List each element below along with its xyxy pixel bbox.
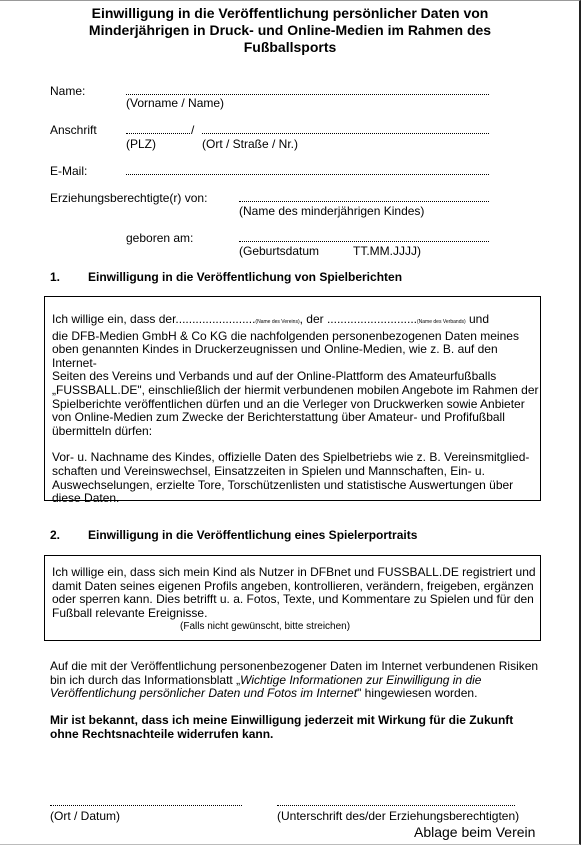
- section1-consent-line-8: übermitteln dürfen:: [52, 423, 153, 438]
- section1-consent-line-1: Ich willige ein, dass der........................(Name des Vereins), der ...........................(Name des Verbands) und: [52, 312, 490, 326]
- section1-consent-line-4: Seiten des Vereins und Verbands und auf der Online-Plattform des Amateurfußballs: [52, 369, 497, 384]
- risk-line-3: [50, 687, 550, 701]
- section1-consent-line-3: oben genannten Kindes in Druckerzeugnissen und Online-Medien, wie z. B. auf den Internet-: [52, 342, 498, 370]
- title-line-2: Minderjährigen in Druck- und Online-Medien im Rahmen des: [88, 22, 492, 38]
- plz-sub-label: (PLZ): [126, 137, 156, 151]
- consent-start: Ich willige ein, dass der: [52, 312, 176, 326]
- revoke-line-1: Mir ist bekannt, dass ich meine Einwilligung jederzeit mit Wirkung für die Zukunft: [50, 713, 514, 727]
- footer-note: Ablage beim Verein: [414, 824, 536, 840]
- section1-box: [44, 296, 541, 506]
- name-label: Name:: [50, 84, 86, 98]
- consent-der: , der: [299, 312, 324, 326]
- plz-slash: /: [191, 123, 195, 137]
- section1-consent-line-7: von Online-Medien zum Zwecke der Berichterstattung über Amateur- und Profifußball: [52, 410, 505, 425]
- document-title: [60, 5, 520, 56]
- section1-consent-line-2: die DFB-Medien GmbH & Co KG die nachfolgenden personenbezogenen Daten meines: [52, 328, 519, 343]
- address-label: Anschrift: [50, 123, 97, 137]
- revoke-paragraph: [50, 714, 550, 741]
- child-name-field[interactable]: [239, 189, 489, 202]
- risk-line-3-text: " hingewiesen worden.: [357, 686, 478, 701]
- place-date-label: (Ort / Datum): [50, 809, 121, 823]
- title-line-3: Fußballsports: [243, 39, 337, 55]
- birthdate-field[interactable]: [239, 229, 489, 242]
- revoke-line-2: ohne Rechtsnachteile widerrufen kann.: [50, 726, 274, 741]
- place-date-field[interactable]: [50, 793, 242, 806]
- street-field[interactable]: [202, 121, 489, 134]
- section1-data-line-1: Vor- u. Nachname des Kindes, offizielle Daten des Spielbetriebs wie z. B. Vereinsmitglied-: [52, 450, 530, 465]
- section1-data-line-4: diese Daten.: [52, 491, 120, 506]
- risk-paragraph: [50, 660, 550, 701]
- birthdate-sub-label: (Geburtsdatum: [239, 244, 320, 258]
- name-sub-label: (Vorname / Name): [126, 96, 225, 110]
- email-label: E-Mail:: [50, 164, 88, 178]
- section2-line-1: Ich willige ein, dass sich mein Kind als Nutzer in DFBnet und FUSSBALL.DE registriert und: [52, 565, 536, 579]
- risk-line-2: [50, 674, 550, 688]
- section2-heading: Einwilligung in die Veröffentlichung eines Spielerportraits: [88, 528, 418, 542]
- section1-heading: Einwilligung in die Veröffentlichung von Spielberichten: [88, 270, 403, 284]
- section1-consent-line-6: Spielberichte veröffentlichen dürfen und an die Verleger von Druckwerken sowie Anbieter: [52, 396, 525, 411]
- risk-line-2-italic: Wichtige Informationen zur Einwilligung in die: [240, 672, 482, 687]
- child-name-sub-label: (Name des minderjährigen Kindes): [239, 204, 425, 218]
- risk-line-3-italic: Veröffentlichung persönlicher Daten und Fotos im Internet: [50, 686, 358, 701]
- section2-line-4: Fußball relevante Ereignisse.: [52, 605, 208, 620]
- section2-number: 2.: [50, 528, 61, 542]
- risk-line-1: Auf die mit der Veröffentlichung personenbezogener Daten im Internet verbundenen Risiken: [50, 659, 539, 673]
- email-field[interactable]: [126, 162, 489, 175]
- section2-line-3: oder sperren kann. Dies betrifft u. a. Fotos, Texte, und Kommentare zu Spielen und für den: [52, 592, 534, 607]
- street-sub-label: (Ort / Straße / Nr.): [202, 137, 299, 151]
- section1-number: 1.: [50, 270, 61, 284]
- name-field[interactable]: [126, 82, 489, 95]
- risk-line-2-text: bin ich durch das Informationsblatt „: [50, 672, 241, 687]
- section2-strike-note: (Falls nicht gewünscht, bitte streichen): [180, 621, 351, 633]
- section1-data-line-3: Auswechselungen, erzielte Tore, Torschützenlisten und statistische Auswertungen über: [52, 477, 514, 492]
- guardian-signature-label: (Unterschrift des/der Erziehungsberechtigten): [277, 809, 520, 823]
- section2-line-2: damit Daten seines eigenen Profils angeben, kontrollieren, verändern, freigeben, ergänzen: [52, 578, 534, 593]
- title-line-1: Einwilligung in die Veröffentlichung persönlicher Daten von: [91, 5, 489, 21]
- guardian-signature-field[interactable]: [277, 793, 515, 806]
- plz-field[interactable]: [126, 121, 190, 134]
- section2-box: [44, 555, 541, 641]
- verein-hint: (Name des Vereins): [255, 319, 300, 325]
- consent-und: und: [468, 312, 490, 326]
- birthdate-format-label: TT.MM.JJJJ): [353, 244, 421, 258]
- guardian-label: Erziehungsberechtigte(r) von:: [50, 191, 208, 205]
- section1-data-line-2: schaften und Vereinswechsel, Einsatzzeiten in Spielen und Mannschaften, Ein- u.: [52, 463, 485, 478]
- section1-consent-line-5: „FUSSBALL.DE", einschließlich der hiermit verbundenen mobilen Angebote im Rahmen der: [52, 382, 539, 397]
- born-label: geboren am:: [126, 231, 194, 245]
- verband-hint: (Name des Verbands): [417, 319, 466, 325]
